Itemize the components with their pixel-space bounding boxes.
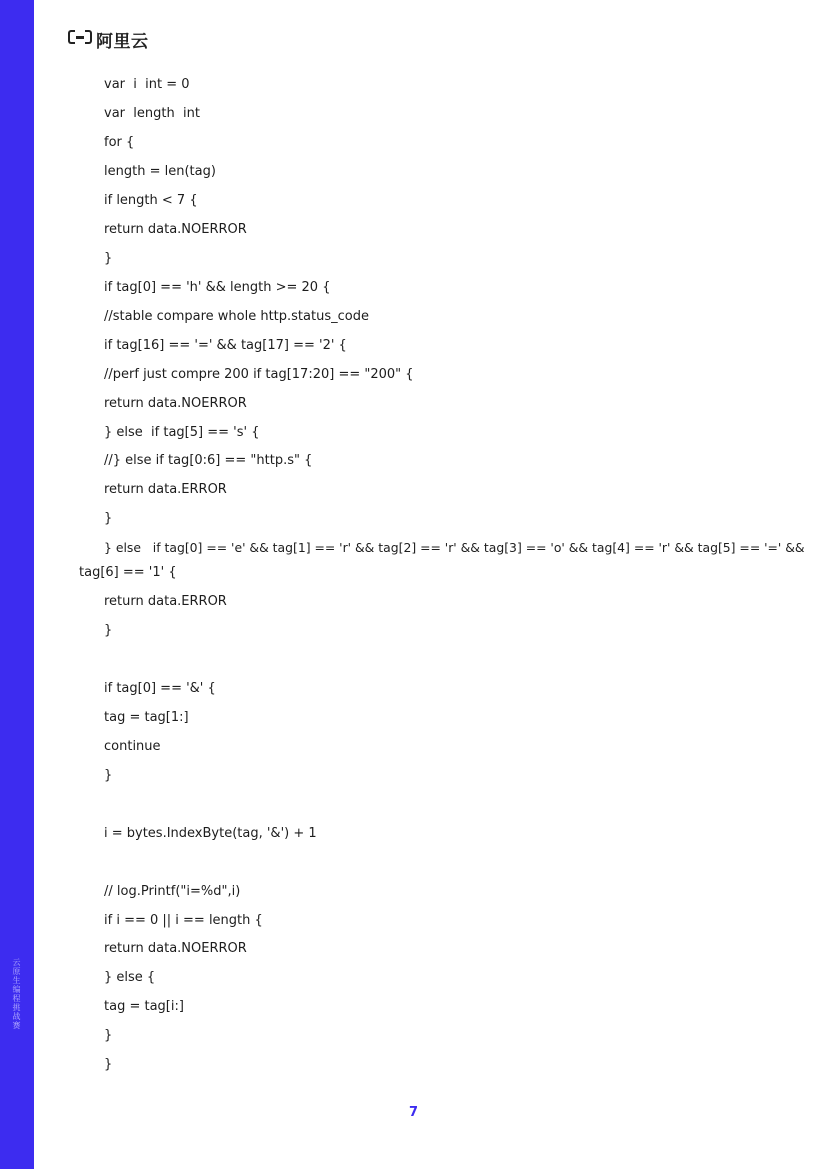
- code-line: }: [104, 1028, 113, 1043]
- code-line: i = bytes.IndexByte(tag, '&') + 1: [104, 826, 317, 841]
- code-line: return data.NOERROR: [104, 222, 247, 237]
- code-line: }: [104, 768, 113, 783]
- code-line: return data.ERROR: [104, 482, 227, 497]
- code-line: }: [104, 1057, 113, 1072]
- code-line: } else if tag[5] == 's' {: [104, 425, 260, 440]
- sidebar-caption: 云原生编程挑战赛: [12, 958, 21, 1030]
- code-line: } else {: [104, 970, 156, 985]
- code-line: var i int = 0: [104, 77, 190, 92]
- code-line: //} else if tag[0:6] == "http.s" {: [104, 453, 313, 468]
- code-line: return data.NOERROR: [104, 396, 247, 411]
- code-line: for {: [104, 135, 135, 150]
- code-line: tag = tag[1:]: [104, 710, 189, 725]
- code-line: tag = tag[i:]: [104, 999, 184, 1014]
- code-line: if i == 0 || i == length {: [104, 913, 263, 928]
- code-line: if length < 7 {: [104, 193, 198, 208]
- code-line-continuation: tag[6] == '1' {: [79, 565, 177, 580]
- code-line: if tag[0] == 'h' && length >= 20 {: [104, 280, 331, 295]
- code-line: }: [104, 623, 113, 638]
- logo-text: 阿里云: [96, 31, 149, 52]
- code-line: var length int: [104, 106, 200, 121]
- code-line: //perf just compre 200 if tag[17:20] == "200" {: [104, 367, 414, 382]
- code-line: // log.Printf("i=%d",i): [104, 884, 241, 899]
- page-number: 7: [408, 1105, 419, 1120]
- code-line: }: [104, 251, 113, 266]
- code-line: length = len(tag): [104, 164, 216, 179]
- code-line: if tag[16] == '=' && tag[17] == '2' {: [104, 338, 347, 353]
- code-line: } else if tag[0] == 'e' && tag[1] == 'r' && tag[2] == 'r' && tag[3] == 'o' && tag[4] == 'r' && tag[5] == '=' &&: [104, 540, 805, 555]
- code-line: return data.NOERROR: [104, 941, 247, 956]
- code-line: return data.ERROR: [104, 594, 227, 609]
- code-line: if tag[0] == '&' {: [104, 681, 216, 696]
- code-line: }: [104, 511, 113, 526]
- code-line: continue: [104, 739, 161, 754]
- code-line: //stable compare whole http.status_code: [104, 309, 369, 324]
